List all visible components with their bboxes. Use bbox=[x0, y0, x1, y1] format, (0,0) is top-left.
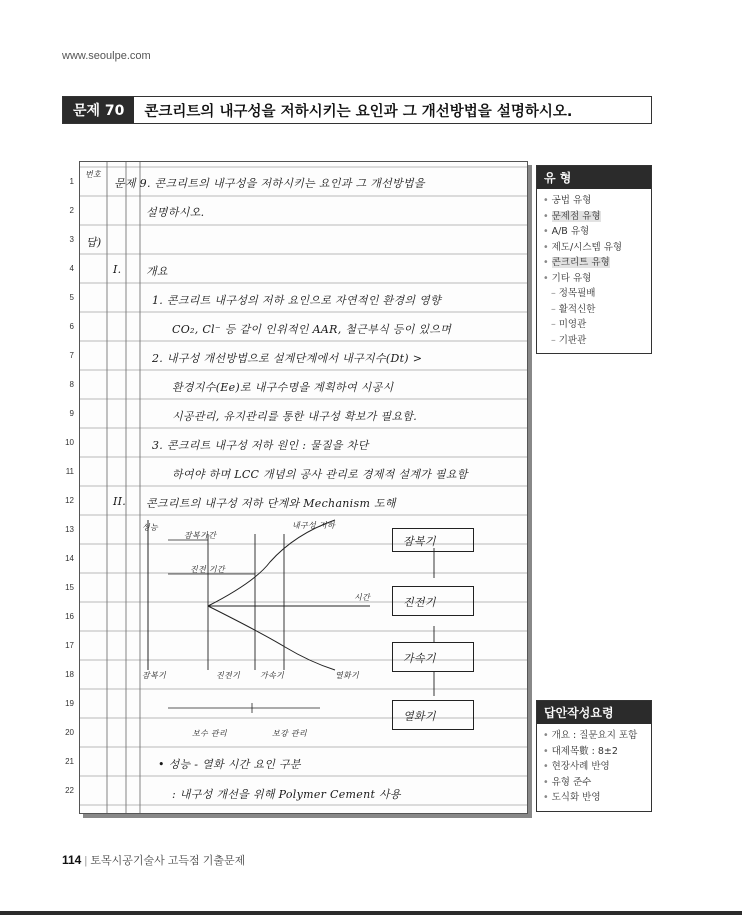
line-number: 12 bbox=[65, 496, 74, 505]
tip-item-label: 개요 : 질문요지 포함 bbox=[551, 730, 638, 741]
line-number: 2 bbox=[69, 206, 74, 215]
line-number: 20 bbox=[65, 728, 74, 737]
line-11-text: 하여야 하며 LCC 개념의 공사 관리로 경제적 설계가 필요함 bbox=[172, 468, 468, 481]
bullet-icon: • bbox=[543, 776, 549, 788]
page-footer: 114 | 토목시공기술사 고득점 기출문제 bbox=[62, 853, 246, 867]
tip-item bbox=[543, 759, 645, 775]
question-header bbox=[62, 96, 652, 124]
bullet-icon: • bbox=[543, 272, 549, 284]
line-number: 14 bbox=[65, 554, 74, 563]
flow-box-4 bbox=[392, 700, 474, 730]
tip-item bbox=[543, 775, 645, 791]
line-number: 22 bbox=[65, 786, 74, 795]
flow-box-2-label: 진전기 bbox=[403, 596, 436, 609]
sheet-header-label: 번호 bbox=[85, 170, 102, 179]
line-1-text: 문제 9. 콘크리트의 내구성을 저하시키는 요인과 그 개선방법을 bbox=[114, 177, 425, 190]
site-url: www.seoulpe.com bbox=[62, 50, 151, 62]
line-number: 4 bbox=[69, 264, 74, 273]
line-12-text: 콘크리트의 내구성 저하 단계와 Mechanism 도해 bbox=[146, 497, 396, 510]
type-sub-item bbox=[543, 317, 645, 333]
line-22-text: : 내구성 개선을 위해 Polymer Cement 사용 bbox=[172, 788, 401, 801]
diagram-span-left: 보수 관리 bbox=[192, 729, 227, 738]
bullet-icon: • bbox=[543, 761, 549, 772]
bullet-icon: • bbox=[543, 195, 549, 206]
tip-item bbox=[543, 790, 645, 806]
type-item bbox=[543, 209, 645, 225]
type-sub-item bbox=[543, 302, 645, 318]
line-number: 11 bbox=[65, 467, 74, 476]
type-item-label: 미영관 bbox=[558, 319, 587, 330]
line-5-text: 1. 콘크리트 내구성의 저하 요인으로 자연적인 환경의 영향 bbox=[152, 294, 441, 307]
diagram-range-2: 진전 기간 bbox=[190, 565, 225, 574]
bullet-icon: • bbox=[543, 730, 549, 741]
line-8-text: 환경지수(Ee)로 내구수명을 계획하여 시공시 bbox=[172, 381, 394, 394]
answer-sheet bbox=[65, 161, 528, 814]
type-item-label: 활적신한 bbox=[558, 303, 596, 315]
bullet-icon: – bbox=[551, 303, 556, 315]
bullet-icon: • bbox=[543, 226, 549, 237]
type-item bbox=[543, 224, 645, 240]
tip-item-label: 유형 준수 bbox=[551, 776, 592, 788]
flow-box-3 bbox=[392, 642, 474, 672]
type-list bbox=[537, 189, 651, 353]
type-item-label: 정목필배 bbox=[558, 288, 596, 299]
flow-box-1-label: 잠복기 bbox=[403, 535, 436, 548]
flow-box-1 bbox=[392, 528, 474, 552]
line-12-number: II. bbox=[113, 495, 127, 508]
diagram-axis-end: 시간 bbox=[354, 593, 371, 602]
tip-item-label: 도식화 반영 bbox=[551, 792, 601, 803]
type-item bbox=[543, 193, 645, 209]
line-7-text: 2. 내구성 개선방법으로 설계단계에서 내구지수(Dt) > bbox=[152, 352, 423, 365]
line-number: 7 bbox=[69, 351, 74, 360]
line-number: 21 bbox=[65, 757, 74, 766]
line-4-number: I. bbox=[113, 263, 122, 276]
bullet-icon: – bbox=[551, 288, 556, 299]
line-number: 3 bbox=[69, 235, 74, 244]
type-sidebar bbox=[536, 165, 652, 354]
tips-sidebar-title: 답안작성요령 bbox=[537, 701, 651, 724]
type-item-label: 콘크리트 유형 bbox=[551, 257, 610, 268]
line-number: 6 bbox=[69, 322, 74, 331]
tips-list bbox=[537, 724, 651, 811]
bullet-icon: • bbox=[543, 210, 549, 222]
book-title: 토목시공기술사 고득점 기출문제 bbox=[90, 855, 246, 867]
line-number: 13 bbox=[65, 525, 74, 534]
line-21-text: • 성능 - 열화 시간 요인 구분 bbox=[158, 758, 301, 771]
type-item-label: 제도/시스템 유형 bbox=[551, 241, 623, 253]
question-title: 콘크리트의 내구성을 저하시키는 요인과 그 개선방법을 설명하시오. bbox=[144, 103, 573, 120]
bullet-icon: • bbox=[543, 745, 549, 757]
tip-item-label: 현장사례 반영 bbox=[551, 761, 610, 772]
diagram-span-right: 보강 관리 bbox=[272, 729, 307, 738]
type-item bbox=[543, 255, 645, 271]
flow-box-2 bbox=[392, 586, 474, 616]
diagram-y-axis-label: 성능 bbox=[142, 523, 159, 532]
type-item bbox=[543, 240, 645, 256]
diagram-stage-1: 잠복기 bbox=[142, 671, 167, 680]
flow-box-3-label: 가속기 bbox=[403, 652, 436, 665]
type-item-label: 공법 유형 bbox=[551, 195, 592, 206]
line-6-text: CO₂, Cl⁻ 등 같이 인위적인 AAR, 철근부식 등이 있으며 bbox=[172, 323, 452, 336]
diagram-range-1: 잠복기간 bbox=[184, 531, 217, 540]
page-number: 114 bbox=[62, 853, 82, 867]
tip-item bbox=[543, 744, 645, 760]
line-number: 5 bbox=[69, 293, 74, 302]
type-sidebar-title: 유 형 bbox=[537, 166, 651, 189]
line-number: 19 bbox=[65, 699, 74, 708]
bullet-icon: • bbox=[543, 241, 549, 253]
diagram-stage-4: 열화기 bbox=[335, 671, 360, 680]
type-item bbox=[543, 271, 645, 287]
line-4-text: 개요 bbox=[146, 265, 168, 278]
type-item-label: A/B 유형 bbox=[551, 226, 590, 237]
bullet-icon: • bbox=[543, 792, 549, 803]
type-item-label: 문제점 유형 bbox=[551, 210, 601, 222]
line-number: 15 bbox=[65, 583, 74, 592]
line-number: 9 bbox=[69, 409, 74, 418]
line-3-text: 답) bbox=[86, 236, 102, 249]
line-number: 16 bbox=[65, 612, 74, 621]
type-sub-item bbox=[543, 333, 645, 349]
type-item-label: 기타 유형 bbox=[551, 272, 592, 284]
line-number: 10 bbox=[65, 438, 74, 447]
line-10-text: 3. 콘크리트 내구성 저하 원인 : 물질을 차단 bbox=[152, 439, 369, 452]
diagram-stage-2: 진전기 bbox=[216, 671, 241, 680]
tip-item-label: 대제목數 : 8±2 bbox=[551, 745, 618, 757]
diagram-top-label: 내구성 저하 bbox=[292, 521, 335, 530]
line-9-text: 시공관리, 유지관리를 통한 내구성 확보가 필요함. bbox=[172, 410, 418, 423]
type-item-label: 기판관 bbox=[558, 334, 587, 346]
flow-box-4-label: 열화기 bbox=[403, 710, 436, 723]
type-sub-item bbox=[543, 286, 645, 302]
diagram-stage-3: 가속기 bbox=[260, 671, 285, 680]
bullet-icon: – bbox=[551, 334, 556, 346]
line-number: 1 bbox=[69, 177, 74, 186]
tips-sidebar bbox=[536, 700, 652, 812]
line-number: 18 bbox=[65, 670, 74, 679]
question-number-badge: 문제 70 bbox=[63, 97, 134, 123]
bullet-icon: – bbox=[551, 319, 556, 330]
line-number: 8 bbox=[69, 380, 74, 389]
bullet-icon: • bbox=[543, 257, 549, 268]
tip-item bbox=[543, 728, 645, 744]
bottom-bar bbox=[0, 911, 742, 915]
line-2-text: 설명하시오. bbox=[146, 206, 205, 219]
line-number: 17 bbox=[65, 641, 74, 650]
